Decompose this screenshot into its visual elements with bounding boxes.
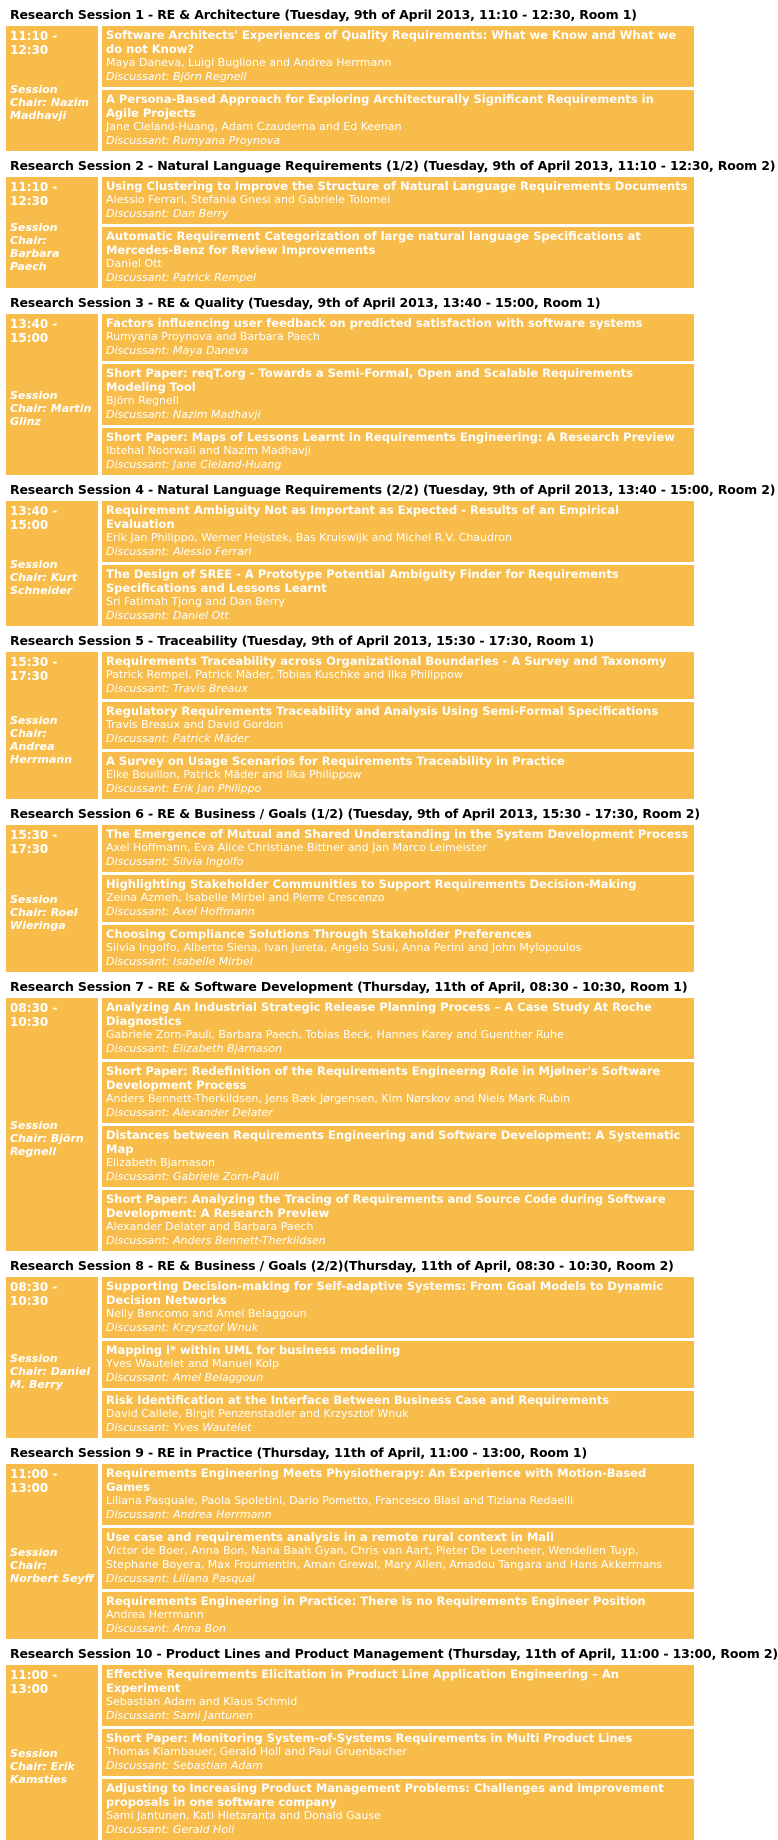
paper-title: Short Paper: Monitoring System-of-Systems Requirements in Multi Product Lines [106,1731,633,1745]
session-chair-wrap [10,1029,94,1248]
session-chair: Session Chair: Daniel M. Berry [10,1352,91,1391]
paper-title: Effective Requirements Elicitation in Product Line Application Engineering – An Experiment [106,1667,619,1695]
paper-item [102,1062,694,1123]
session-chair-wrap [10,208,94,285]
paper-list [102,26,694,151]
session-chair-wrap [10,1696,94,1837]
paper-title: Choosing Compliance Solutions Through Stakeholder Preferences [106,927,532,941]
paper-item [102,1126,694,1187]
paper-authors: Sri Fatimah Tjong and Dan Berry [106,595,285,608]
session-chair-wrap [10,57,94,148]
paper-discussant: Discussant: Gerald Holl [106,1823,235,1836]
session-info [6,998,98,1251]
paper-discussant: Discussant: Yves Wautelet [106,1421,252,1434]
paper-discussant: Discussant: Silvia Ingolfo [106,855,244,868]
paper-authors: Zeina Azmeh, Isabelle Mirbel and Pierre Crescenzo [106,891,385,904]
paper-discussant: Discussant: Daniel Ott [106,609,229,622]
paper-title: Short Paper: Redefinition of the Requirements Engineerng Role in Mjølner's Software Development Process [106,1064,661,1092]
paper-list [102,501,694,626]
paper-discussant: Discussant: Alexander Delater [106,1106,273,1119]
paper-discussant: Discussant: Andrea Herrmann [106,1508,272,1521]
session-block [6,177,694,288]
session-block [6,314,694,475]
paper-title: Automatic Requirement Categorization of large natural language Specifications at Mercedes-Benz for Review Improvements [106,229,641,257]
paper-discussant: Discussant: Nazim Madhavji [106,408,261,421]
paper-authors: Anders Bennett-Therkildsen, Jens Bæk Jørgensen, Kim Nørskov and Niels Mark Rubin [106,1092,571,1105]
session-header: Research Session 1 - RE & Architecture (Tuesday, 9th of April 2013, 11:10 - 12:30, Room 1) [10,7,637,22]
session-info [6,26,98,151]
paper-authors: Erik Jan Philippo, Werner Heijstek, Bas Kruiswijk and Michel R.V. Chaudron [106,531,512,544]
session-block [6,501,694,626]
paper-title: Requirement Ambiguity Not as Important as Expected - Results of an Empirical Evaluation [106,503,620,531]
session-time: 15:30 - 17:30 [10,828,58,856]
session-block [6,1277,694,1438]
session-chair-wrap [10,1495,94,1636]
paper-discussant: Discussant: Patrick Rempel [106,271,257,284]
session-info [6,1277,98,1438]
session-chair-wrap [10,1308,94,1435]
paper-authors: Patrick Rempel, Patrick Mäder, Tobias Kuschke and Ilka Philippow [106,668,463,681]
paper-item [102,1190,694,1251]
paper-item [102,652,694,699]
paper-item [102,1665,694,1726]
paper-list [102,1464,694,1639]
session-block [6,825,694,972]
session-header: Research Session 2 - Natural Language Requirements (1/2) (Tuesday, 9th of April 2013, 11:10 - 12:30, Room 2) [10,158,776,173]
session-time: 11:00 - 13:00 [10,1668,58,1696]
session-header: Research Session 7 - RE & Software Development (Thursday, 11th of April, 08:30 - 10:30, Room 1) [10,979,688,994]
paper-title: Regulatory Requirements Traceability and Analysis Using Semi-Formal Specifications [106,704,659,718]
paper-item [102,825,694,872]
paper-discussant: Discussant: Sebastian Adam [106,1759,263,1772]
session-chair: Session Chair: Roel Wieringa [10,893,78,932]
session-header: Research Session 5 - Traceability (Tuesday, 9th of April 2013, 15:30 - 17:30, Room 1) [10,633,594,648]
paper-item [102,752,694,799]
paper-list [102,177,694,288]
paper-list [102,998,694,1251]
session-info [6,501,98,626]
paper-item [102,1779,694,1840]
paper-authors: Elke Bouillon, Patrick Mäder and Ilka Philippow [106,768,362,781]
paper-item [102,227,694,288]
paper-title: Requirements Traceability across Organizational Boundaries - A Survey and Taxonomy [106,654,667,668]
session-time: 08:30 - 10:30 [10,1280,58,1308]
paper-discussant: Discussant: Amel Belaggoun [106,1371,264,1384]
session-chair: Session Chair: Barbara Paech [10,220,60,273]
paper-authors: Nelly Bencomo and Amel Belaggoun [106,1307,307,1320]
session-info [6,825,98,972]
paper-authors: Silvia Ingolfo, Alberto Siena, Ivan Jureta, Angelo Susi, Anna Perini and John Mylopoulos [106,941,582,954]
session-info [6,652,98,799]
paper-title: Requirements Engineering Meets Physiotherapy: An Experience with Motion-Based Games [106,1466,647,1494]
session-header: Research Session 3 - RE & Quality (Tuesday, 9th of April 2013, 13:40 - 15:00, Room 1) [10,295,601,310]
session-block [6,998,694,1251]
paper-item [102,702,694,749]
paper-title: Use case and requirements analysis in a remote rural context in Mali [106,1530,554,1544]
paper-title: Supporting Decision-making for Self-adaptive Systems: From Goal Models to Dynamic Decision Networks [106,1279,664,1307]
paper-authors: Ibtehal Noorwali and Nazim Madhavji [106,444,311,457]
paper-authors: Sami Jantunen, Kati Hietaranta and Donald Gause [106,1809,381,1822]
paper-item [102,925,694,972]
paper-title: Requirements Engineering in Practice: There is no Requirements Engineer Position [106,1594,646,1608]
paper-item [102,26,694,87]
paper-title: Highlighting Stakeholder Communities to Support Requirements Decision-Making [106,877,637,891]
paper-authors: Alexander Delater and Barbara Paech [106,1220,314,1233]
paper-authors: Yves Wautelet and Manuel Kolp [106,1357,279,1370]
paper-item [102,1464,694,1525]
paper-discussant: Discussant: Isabelle Mirbel [106,955,253,968]
paper-item [102,177,694,224]
paper-discussant: Discussant: Travis Breaux [106,682,248,695]
session-info [6,1665,98,1840]
session-time: 13:40 - 15:00 [10,317,58,345]
session-chair: Session Chair: Kurt Schneider [10,558,78,597]
paper-authors: Andrea Herrmann [106,1608,204,1621]
paper-discussant: Discussant: Alessio Ferrari [106,545,252,558]
paper-title: Factors influencing user feedback on predicted satisfaction with software systems [106,316,643,330]
paper-list [102,1277,694,1438]
paper-discussant: Discussant: Jane Cleland-Huang [106,458,282,471]
session-time: 08:30 - 10:30 [10,1001,58,1029]
paper-title: Short Paper: reqT.org - Towards a Semi-Formal, Open and Scalable Requirements Modeling Tool [106,366,633,394]
paper-item [102,1277,694,1338]
paper-title: Analyzing An Industrial Strategic Release Planning Process – A Case Study At Roche Diagnostics [106,1000,652,1028]
paper-discussant: Discussant: Dan Berry [106,207,229,220]
paper-item [102,1729,694,1776]
paper-authors: Elizabeth Bjarnason [106,1156,215,1169]
session-block [6,26,694,151]
paper-item [102,875,694,922]
paper-discussant: Discussant: Krzysztof Wnuk [106,1321,259,1334]
paper-discussant: Discussant: Anders Bennett-Therkildsen [106,1234,326,1247]
paper-authors: Liliana Pasquale, Paola Spoletini, Dario Pometto, Francesco Blasi and Tiziana Redaelli [106,1494,574,1507]
paper-discussant: Discussant: Maya Daneva [106,344,249,357]
session-chair-wrap [10,532,94,623]
session-block [6,1665,694,1840]
paper-title: Adjusting to Increasing Product Management Problems: Challenges and improvement proposals in one software company [106,1781,664,1809]
paper-item [102,501,694,562]
session-chair-wrap [10,683,94,796]
session-info [6,177,98,288]
paper-title: A Persona-Based Approach for Exploring Architecturally Significant Requirements in Agile Projects [106,92,654,120]
paper-title: The Emergence of Mutual and Shared Understanding in the System Development Process [106,827,689,841]
paper-discussant: Discussant: Gabriele Zorn-Pauli [106,1170,280,1183]
paper-discussant: Discussant: Anna Bon [106,1622,226,1635]
session-chair: Session Chair: Erik Kamsties [10,1747,75,1786]
paper-discussant: Discussant: Patrick Mäder [106,732,249,745]
paper-title: Mapping i* within UML for business modeling [106,1343,401,1357]
paper-authors: Axel Hoffmann, Eva Alice Christiane Bittner and Jan Marco Leimeister [106,841,487,854]
paper-title: The Design of SREE - A Prototype Potential Ambiguity Finder for Requirements Specifications and Lessons Learnt [106,567,619,595]
paper-discussant: Discussant: Björn Regnell [106,70,247,83]
paper-list [102,314,694,475]
paper-authors: David Callele, Birgit Penzenstadler and Krzysztof Wnuk [106,1407,409,1420]
session-header: Research Session 6 - RE & Business / Goals (1/2) (Tuesday, 9th of April 2013, 15:30 - 17:30, Room 2) [10,806,700,821]
session-chair: Session Chair: Nazim Madhavji [10,83,90,122]
paper-authors: Maya Daneva, Luigi Buglione and Andrea Herrmann [106,56,392,69]
paper-authors: Rumyana Proynova and Barbara Paech [106,330,320,343]
session-time: 15:30 - 17:30 [10,655,58,683]
session-time: 11:10 - 12:30 [10,29,58,57]
paper-item [102,1528,694,1589]
paper-item [102,314,694,361]
session-block [6,1464,694,1639]
paper-authors: Jane Cleland-Huang, Adam Czauderna and Ed Keenan [106,120,402,133]
session-header: Research Session 9 - RE in Practice (Thursday, 11th of April, 11:00 - 13:00, Room 1) [10,1445,588,1460]
paper-discussant: Discussant: Elizabeth Bjarnason [106,1042,283,1055]
paper-title: Distances between Requirements Engineering and Software Development: A Systematic Map [106,1128,681,1156]
paper-authors: Björn Regnell [106,394,179,407]
session-chair: Session Chair: Martin Glinz [10,389,92,428]
session-header: Research Session 8 - RE & Business / Goals (2/2)(Thursday, 11th of April, 08:30 - 10:30, Room 2) [10,1258,674,1273]
paper-discussant: Discussant: Rumyana Proynova [106,134,281,147]
session-header: Research Session 10 - Product Lines and Product Management (Thursday, 11th of April, 11:00 - 13:00, Room 2) [10,1646,778,1661]
paper-discussant: Discussant: Liliana Pasqual [106,1572,256,1585]
paper-title: Using Clustering to Improve the Structure of Natural Language Requirements Documents [106,179,688,193]
session-chair-wrap [10,345,94,472]
paper-discussant: Discussant: Erik Jan Philippo [106,782,262,795]
paper-title: Risk Identification at the Interface Between Business Case and Requirements [106,1393,610,1407]
paper-authors: Sebastian Adam and Klaus Schmid [106,1695,298,1708]
session-time: 11:00 - 13:00 [10,1467,58,1495]
paper-authors: Thomas Klambauer, Gerald Holl and Paul Gruenbacher [106,1745,407,1758]
session-time: 11:10 - 12:30 [10,180,58,208]
paper-authors: Daniel Ott [106,257,162,270]
paper-list [102,652,694,799]
session-chair: Session Chair: Norbert Seyff [10,1546,94,1585]
paper-item [102,565,694,626]
paper-title: Short Paper: Analyzing the Tracing of Requirements and Source Code during Software Development: A Research Preview [106,1192,666,1220]
session-info [6,314,98,475]
paper-authors: Gabriele Zorn-Pauli, Barbara Paech, Tobias Beck, Hannes Karey and Guenther Ruhe [106,1028,564,1041]
paper-item [102,364,694,425]
session-info [6,1464,98,1639]
paper-item [102,428,694,475]
session-header: Research Session 4 - Natural Language Requirements (2/2) (Tuesday, 9th of April 2013, 13:40 - 15:00, Room 2) [10,482,776,497]
paper-discussant: Discussant: Axel Hoffmann [106,905,255,918]
paper-list [102,825,694,972]
paper-title: Short Paper: Maps of Lessons Learnt in Requirements Engineering: A Research Preview [106,430,675,444]
paper-item [102,90,694,151]
paper-authors: Alessio Ferrari, Stefania Gnesi and Gabriele Tolomei [106,193,391,206]
paper-discussant: Discussant: Sami Jantunen [106,1709,253,1722]
paper-title: Software Architects' Experiences of Quality Requirements: What we Know and What we do not Know? [106,28,677,56]
paper-title: A Survey on Usage Scenarios for Requirements Traceability in Practice [106,754,565,768]
session-chair: Session Chair: Björn Regnell [10,1119,84,1158]
paper-item [102,1341,694,1388]
session-chair: Session Chair: Andrea Herrmann [10,713,73,766]
paper-item [102,1391,694,1438]
paper-authors: Travis Breaux and David Gordon [106,718,284,731]
session-block [6,652,694,799]
paper-item [102,998,694,1059]
session-time: 13:40 - 15:00 [10,504,58,532]
paper-authors: Victor de Boer, Anna Bon, Nana Baah Gyan, Chris van Aart, Pieter De Leenheer, Wendelien Tuyp, Stephane Boyera, Max Froumentin, Aman Grewal, Mary Allen, Amadou Tangara and Hans Akkermans [106,1544,663,1571]
session-chair-wrap [10,856,94,969]
paper-list [102,1665,694,1840]
paper-item [102,1592,694,1639]
